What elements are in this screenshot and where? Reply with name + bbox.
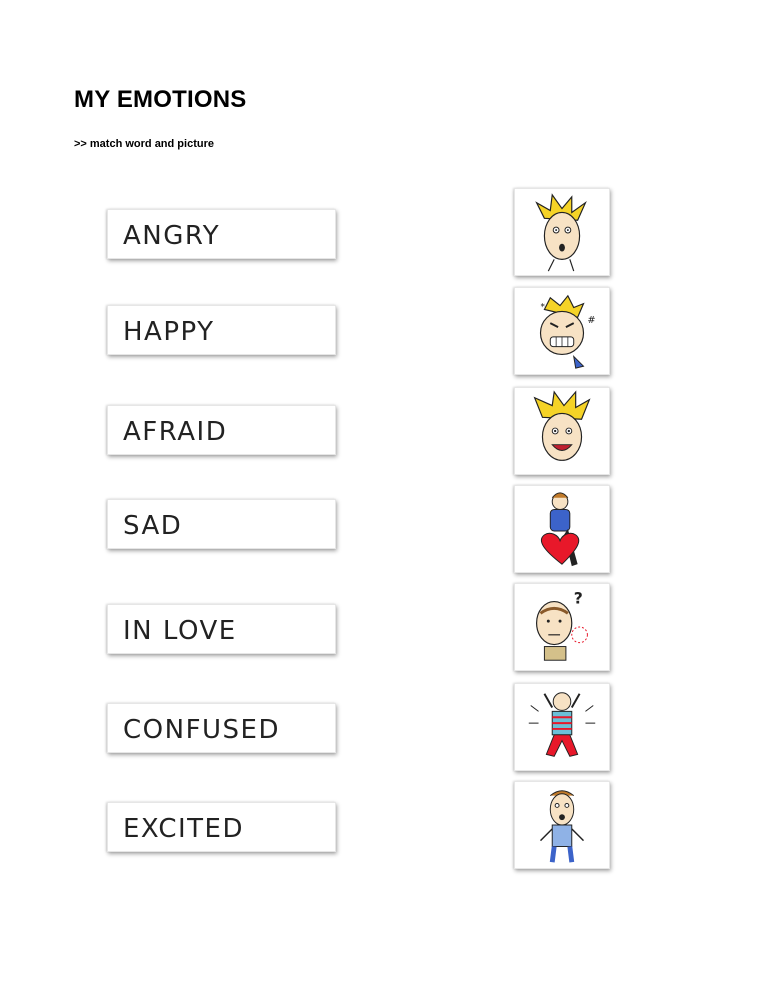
word-card-excited[interactable] xyxy=(107,802,336,852)
word-label: SAD xyxy=(123,511,183,541)
happy-boy-picture[interactable] xyxy=(514,387,610,475)
svg-text:*: * xyxy=(540,302,545,313)
angry-boy-picture[interactable] xyxy=(514,287,610,375)
excited-boy-picture[interactable] xyxy=(514,683,610,771)
surprised-boy-icon xyxy=(515,189,609,275)
word-label: EXCITED xyxy=(123,814,244,844)
word-label: ANGRY xyxy=(123,221,221,251)
word-card-happy[interactable] xyxy=(107,305,336,355)
excited-boy-icon xyxy=(515,684,609,770)
angry-boy-icon xyxy=(515,288,609,374)
word-label: HAPPY xyxy=(123,317,215,347)
afraid-boy-picture[interactable] xyxy=(514,781,610,869)
worksheet-instruction: >> match word and picture xyxy=(74,138,214,150)
confused-boy-picture[interactable] xyxy=(514,583,610,671)
in-love-girl-icon xyxy=(515,486,609,572)
word-label: IN LOVE xyxy=(123,616,237,646)
surprised-boy-picture[interactable] xyxy=(514,188,610,276)
confused-boy-icon xyxy=(515,584,609,670)
word-card-sad[interactable] xyxy=(107,499,336,549)
svg-text:#: # xyxy=(587,315,596,327)
in-love-girl-picture[interactable] xyxy=(514,485,610,573)
word-label: AFRAID xyxy=(123,417,228,447)
happy-boy-icon xyxy=(515,388,609,474)
word-card-angry[interactable] xyxy=(107,209,336,259)
svg-text:?: ? xyxy=(573,588,583,608)
worksheet-title: MY EMOTIONS xyxy=(74,86,247,113)
word-card-confused[interactable] xyxy=(107,703,336,753)
word-card-afraid[interactable] xyxy=(107,405,336,455)
word-card-in-love[interactable] xyxy=(107,604,336,654)
word-label: CONFUSED xyxy=(123,715,281,745)
afraid-boy-icon xyxy=(515,782,609,868)
